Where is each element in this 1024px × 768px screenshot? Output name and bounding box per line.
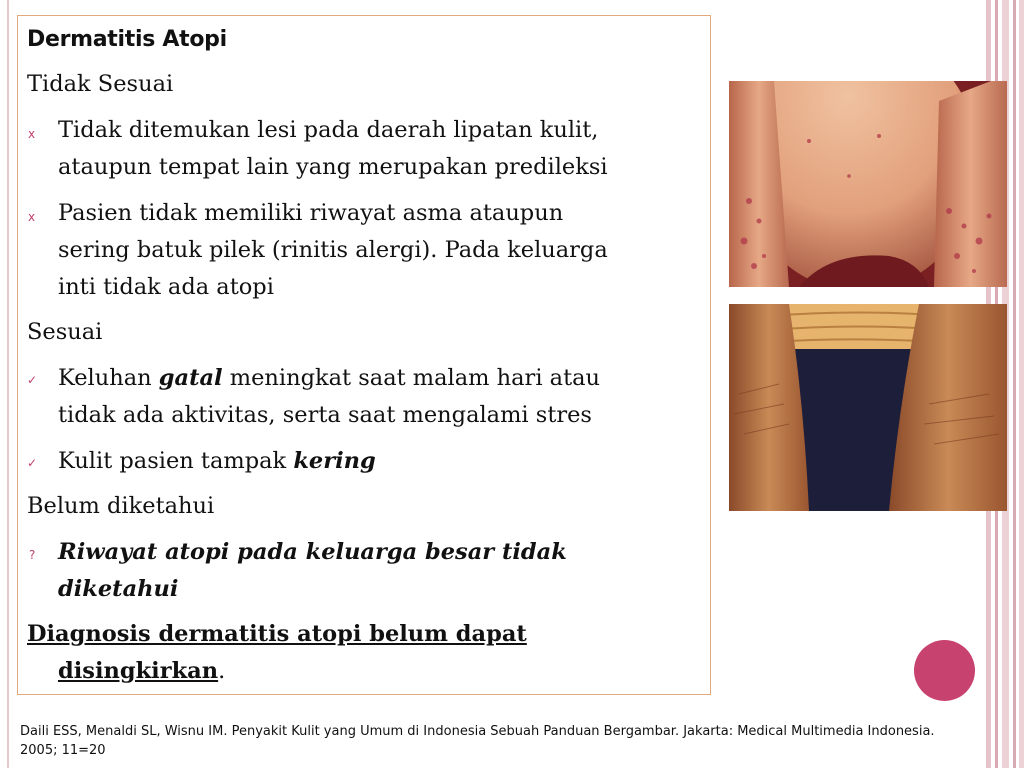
checkmark-icon: ✓ <box>27 373 38 387</box>
slide-title: Dermatitis Atopi <box>27 27 227 52</box>
question-mark-icon: ? <box>29 548 36 562</box>
clinical-photo-flexural-eczema <box>729 81 1007 287</box>
citation <box>20 722 1020 760</box>
bullet-text: Tidak ditemukan lesi pada daerah lipatan kulit, <box>58 117 599 143</box>
clinical-photo-lichenified-elbows <box>729 304 1007 511</box>
bullet-text: tidak ada aktivitas, serta saat mengalami stres <box>58 402 592 428</box>
conclusion-line: Diagnosis dermatitis atopi belum dapat <box>27 621 527 647</box>
decorative-pink-circle <box>914 640 975 701</box>
x-bullet-icon: x <box>28 127 36 141</box>
bullet-text: Kulit pasien tampak kering <box>58 448 376 474</box>
bullet-text: inti tidak ada atopi <box>58 274 274 300</box>
x-bullet-icon: x <box>28 210 36 224</box>
citation-line: Daili ESS, Menaldi SL, Wisnu IM. Penyakit Kulit yang Umum di Indonesia Sebuah Panduan Bergambar. Jakarta: Medical Multimedia Indonesia. <box>20 724 935 739</box>
bullet-text: Keluhan gatal meningkat saat malam hari atau <box>58 365 601 391</box>
section-heading-sesuai: Sesuai <box>27 319 103 345</box>
citation-line: 2005; 11=20 <box>20 743 106 758</box>
left-decorative-rule <box>7 0 9 768</box>
section-heading-tidak-sesuai: Tidak Sesuai <box>27 71 174 97</box>
conclusion-line: disingkirkan. <box>58 658 226 684</box>
bullet-text: sering batuk pilek (rinitis alergi). Pada keluarga <box>58 237 608 263</box>
checkmark-icon: ✓ <box>27 456 38 470</box>
section-heading-belum-diketahui: Belum diketahui <box>27 493 215 519</box>
bullet-text: ataupun tempat lain yang merupakan predileksi <box>58 154 608 180</box>
bullet-text: Pasien tidak memiliki riwayat asma ataupun <box>58 200 564 226</box>
bullet-text: Riwayat atopi pada keluarga besar tidak <box>58 539 567 565</box>
bullet-text: diketahui <box>58 576 179 602</box>
